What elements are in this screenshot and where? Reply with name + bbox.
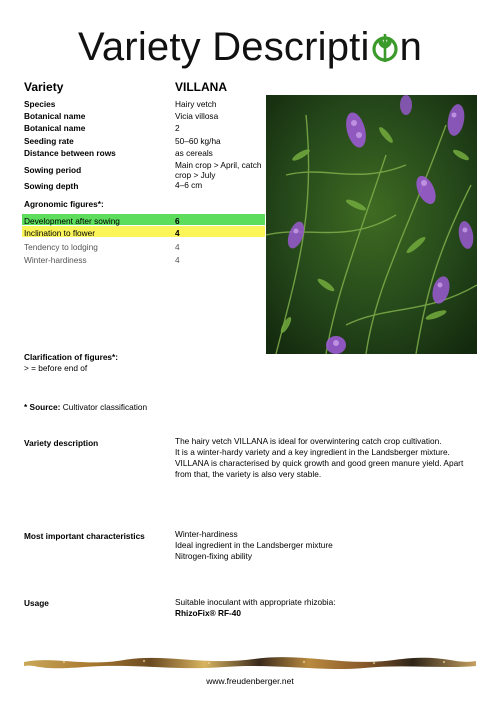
description-text [175, 436, 475, 480]
page-title [0, 22, 500, 72]
footer-website-link[interactable]: www.freudenberger.net [206, 676, 294, 686]
hairy-vetch-photo [266, 95, 477, 354]
spec-value: Main crop > April, catch crop > July [175, 160, 262, 180]
characteristics-list [175, 529, 475, 562]
source-note [24, 402, 147, 412]
inoculant-product-name: RhizoFix® RF-40 [175, 608, 242, 618]
agronomic-row-value: 4 [175, 255, 180, 265]
spec-label: Sowing depth [24, 181, 79, 191]
spec-label: Species [24, 99, 56, 109]
clarification-heading: Clarification of figures*: [24, 352, 119, 362]
usage-text [175, 597, 475, 619]
agronomic-row-label: Winter-hardiness [24, 255, 87, 265]
description-line: from that, the variety is also very stable. [175, 469, 322, 479]
title-text-start: Variety Descripti [77, 25, 370, 69]
description-line: The hairy vetch VILLANA is ideal for overwintering catch crop cultivation. [175, 436, 442, 446]
agronomic-row-value: 4 [175, 242, 180, 252]
characteristic-item: Winter-hardiness [175, 529, 238, 539]
spec-label: Distance between rows [24, 148, 116, 158]
spec-value: 2 [175, 123, 180, 133]
source-text: Cultivator classification [62, 402, 148, 412]
seed-strip-banner [24, 655, 476, 669]
usage-line: Suitable inoculant with appropriate rhizobia: [175, 597, 336, 607]
spec-label: Sowing period [24, 165, 82, 175]
agronomic-row-label: Inclination to flower [24, 228, 96, 238]
spec-value: Hairy vetch [175, 99, 217, 109]
spec-label: Botanical name [24, 111, 86, 121]
variety-header-label: Variety [24, 80, 64, 94]
agronomic-row-value: 6 [175, 216, 180, 226]
characteristic-item: Ideal ingredient in the Landsberger mixture [175, 540, 333, 550]
spec-value: as cereals [175, 148, 213, 158]
spec-value: 50–60 kg/ha [175, 136, 221, 146]
description-line: It is a winter-hardy variety and a key ingredient in the Landsberger mixture. [175, 447, 450, 457]
description-label: Variety description [24, 438, 99, 448]
leaf-logo-icon [371, 24, 399, 54]
spec-value: Vicia villosa [175, 111, 219, 121]
characteristics-label: Most important characteristics [24, 531, 145, 541]
source-label: * Source: [24, 402, 61, 412]
agronomic-row-value: 4 [175, 228, 180, 238]
agronomic-row-label: Development after sowing [24, 216, 120, 226]
agronomic-row-label: Tendency to lodging [24, 242, 98, 252]
usage-label: Usage [24, 598, 49, 608]
description-line: VILLANA is characterised by quick growth and good green manure yield. Apart [175, 458, 464, 468]
spec-value: 4–6 cm [175, 180, 203, 190]
spec-label: Botanical name [24, 123, 86, 133]
variety-header-value: VILLANA [175, 80, 227, 94]
clarification-text: > = before end of [24, 363, 88, 373]
agronomic-heading: Agronomic figures*: [24, 199, 104, 209]
spec-label: Seeding rate [24, 136, 74, 146]
characteristic-item: Nitrogen-fixing ability [175, 551, 253, 561]
title-text-end: n [399, 25, 423, 69]
